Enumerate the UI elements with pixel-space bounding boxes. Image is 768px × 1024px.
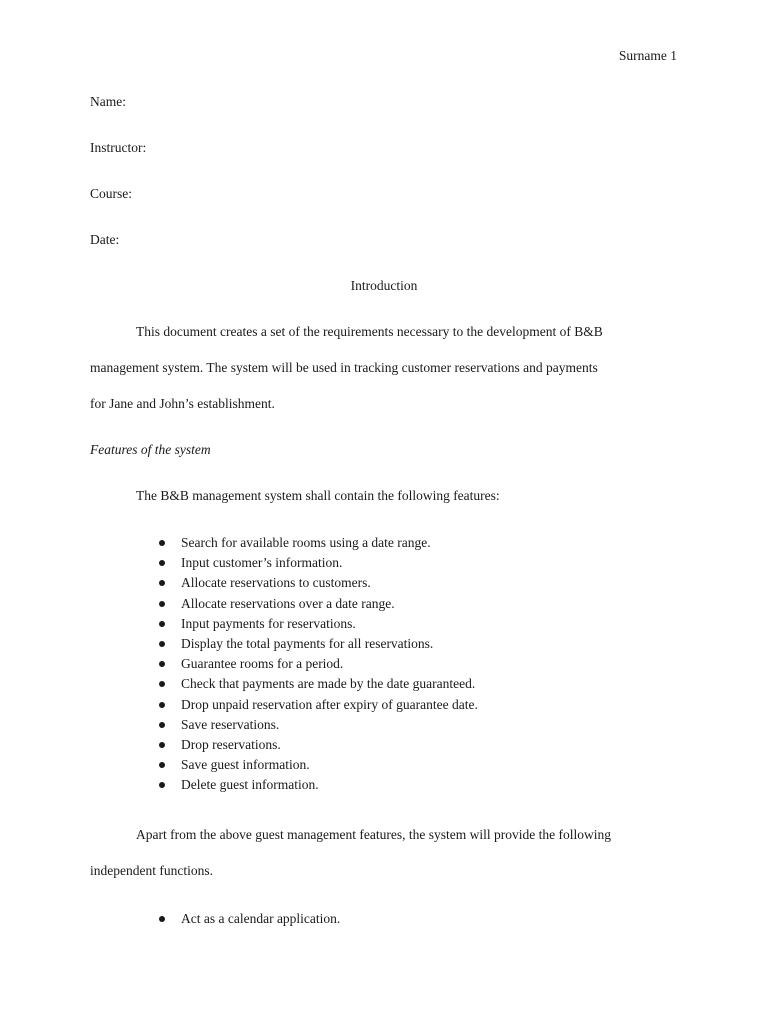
feature-text: Guarantee rooms for a period. — [181, 656, 344, 672]
document-title: Introduction — [350, 278, 418, 293]
feature-text: Save reservations. — [181, 716, 280, 732]
feature-text: Check that payments are made by the date guaranteed. — [181, 676, 476, 692]
intro-paragraph-line-1: This document creates a set of the requirements necessary to the development of B&B — [136, 324, 603, 339]
list-item — [0, 756, 478, 776]
intro-paragraph-line-2: management system. The system will be used in tracking customer reservations and payments — [90, 360, 598, 375]
bullet-icon — [159, 621, 165, 627]
feature-text: Input customer’s information. — [181, 555, 343, 571]
list-item — [0, 696, 478, 716]
feature-text: Drop unpaid reservation after expiry of guarantee date. — [181, 696, 478, 712]
features-lead: The B&B management system shall contain the following features: — [136, 488, 500, 503]
instructor-field: Instructor: — [90, 140, 147, 155]
bullet-icon — [159, 681, 165, 687]
independent-paragraph-line-1: Apart from the above guest management features, the system will provide the following — [136, 827, 611, 842]
features-list — [0, 534, 478, 796]
independent-paragraph-line-2: independent functions. — [90, 863, 213, 878]
bullet-icon — [159, 540, 165, 546]
feature-text: Drop reservations. — [181, 736, 281, 752]
features-heading: Features of the system — [90, 442, 211, 457]
feature-text: Display the total payments for all reservations. — [181, 635, 434, 651]
feature-text: Delete guest information. — [181, 777, 319, 793]
date-field: Date: — [90, 232, 120, 247]
bullet-icon — [159, 580, 165, 586]
bullet-icon — [159, 742, 165, 748]
bullet-icon — [159, 641, 165, 647]
function-text: Act as a calendar application. — [181, 911, 341, 926]
bullet-icon — [159, 702, 165, 708]
list-item — [0, 615, 478, 635]
feature-text: Allocate reservations to customers. — [181, 575, 371, 591]
feature-text: Input payments for reservations. — [181, 615, 356, 631]
feature-text: Allocate reservations over a date range. — [181, 595, 395, 611]
feature-text: Save guest information. — [181, 757, 310, 773]
list-item — [0, 776, 478, 796]
bullet-icon — [159, 782, 165, 788]
list-item — [0, 554, 478, 574]
list-item — [0, 534, 478, 554]
list-item — [0, 910, 340, 930]
list-item — [0, 675, 478, 695]
list-item — [0, 595, 478, 615]
list-item — [0, 655, 478, 675]
course-field: Course: — [90, 186, 132, 201]
running-head: Surname 1 — [618, 48, 677, 63]
list-item — [0, 574, 478, 594]
bullet-icon — [159, 560, 165, 566]
list-item — [0, 716, 478, 736]
bullet-icon — [159, 762, 165, 768]
list-item — [0, 635, 478, 655]
bullet-icon — [159, 661, 165, 667]
feature-text: Search for available rooms using a date range. — [181, 535, 431, 550]
bullet-icon — [159, 601, 165, 607]
bullet-icon — [159, 916, 165, 922]
independent-functions-list — [0, 910, 340, 930]
intro-paragraph-line-3: for Jane and John’s establishment. — [90, 396, 275, 411]
bullet-icon — [159, 722, 165, 728]
name-field: Name: — [90, 94, 126, 109]
list-item — [0, 736, 478, 756]
